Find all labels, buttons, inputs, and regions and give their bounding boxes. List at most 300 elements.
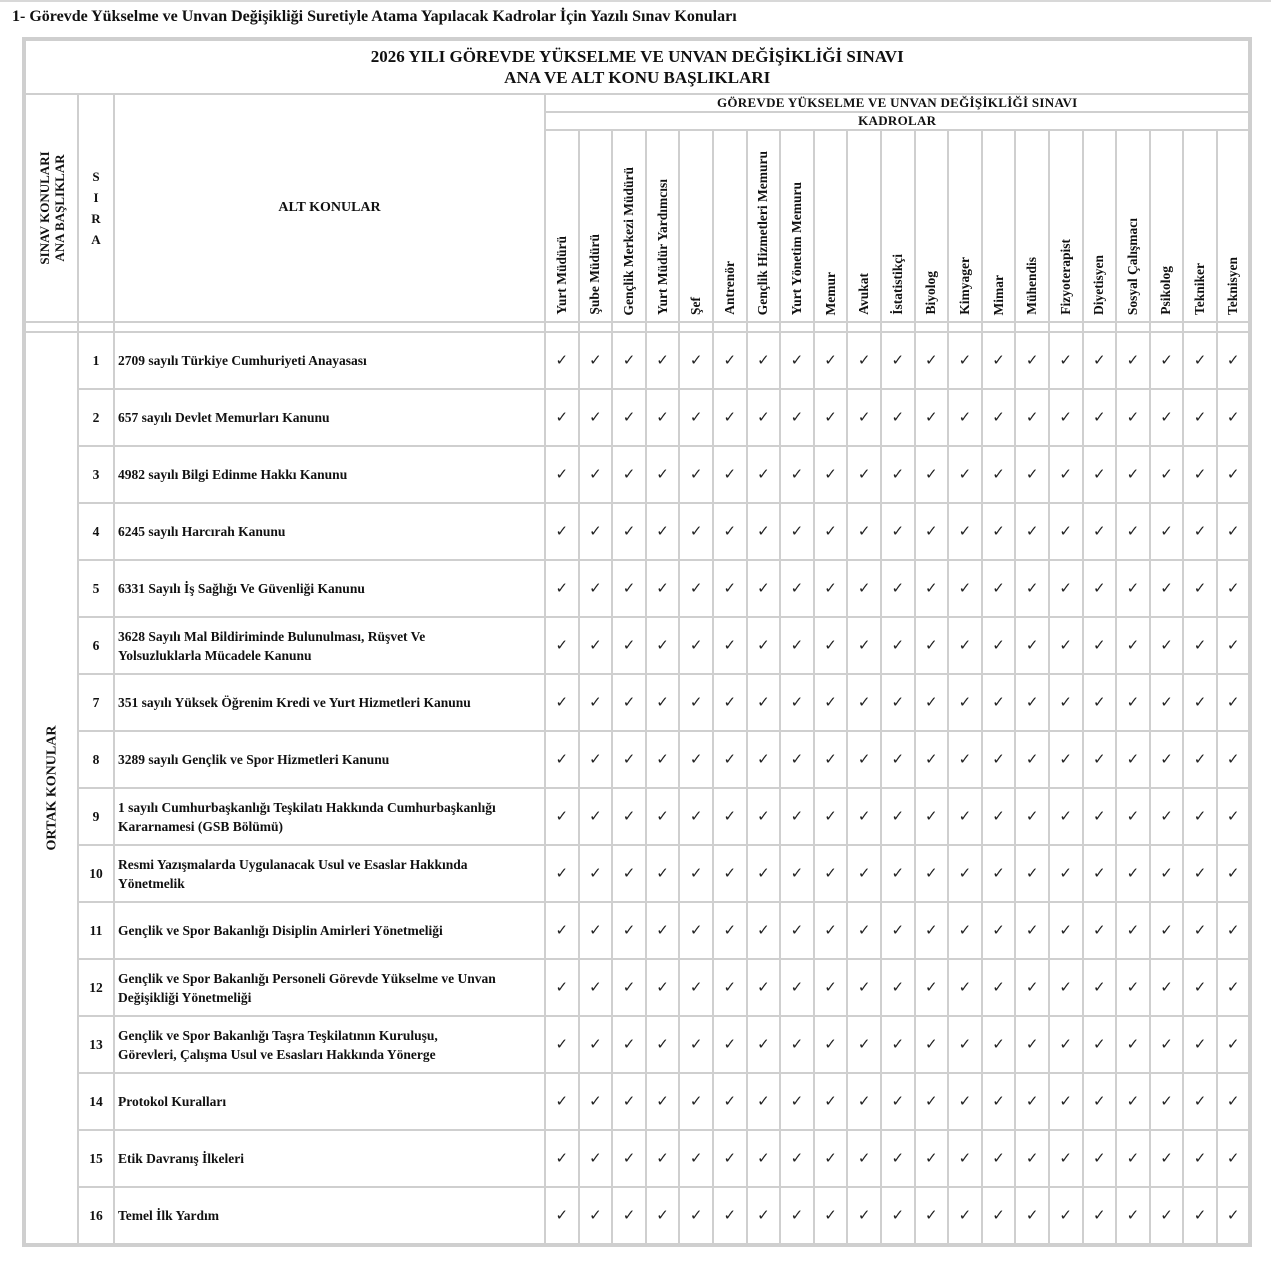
row-number: 8 <box>78 731 114 788</box>
check-mark: ✓ <box>1150 446 1184 503</box>
check-mark: ✓ <box>881 788 915 845</box>
row-topic-line: 3628 Sayılı Mal Bildiriminde Bulunulması, Rüşvet Ve <box>118 628 426 644</box>
check-mark: ✓ <box>579 503 613 560</box>
sira-letter: R <box>91 211 101 226</box>
column-header-label: Teknisyen <box>1225 256 1241 315</box>
check-mark: ✓ <box>545 1130 579 1187</box>
check-mark: ✓ <box>780 959 814 1016</box>
check-mark: ✓ <box>1083 731 1117 788</box>
check-mark: ✓ <box>915 1073 949 1130</box>
check-mark: ✓ <box>780 845 814 902</box>
check-mark: ✓ <box>545 674 579 731</box>
check-mark: ✓ <box>612 446 646 503</box>
table-row <box>24 1187 1250 1245</box>
row-topic-line: 657 sayılı Devlet Memurları Kanunu <box>118 410 330 425</box>
check-mark: ✓ <box>780 617 814 674</box>
check-mark: ✓ <box>612 1187 646 1245</box>
check-mark: ✓ <box>646 617 680 674</box>
check-mark: ✓ <box>545 389 579 446</box>
check-mark: ✓ <box>1116 1130 1150 1187</box>
column-header <box>847 130 881 322</box>
check-mark: ✓ <box>679 1016 713 1073</box>
spacer-cell <box>780 322 814 332</box>
spacer-cell <box>847 322 881 332</box>
check-mark: ✓ <box>579 446 613 503</box>
check-mark: ✓ <box>948 788 982 845</box>
check-mark: ✓ <box>915 560 949 617</box>
check-mark: ✓ <box>1083 959 1117 1016</box>
column-header <box>1150 130 1184 322</box>
check-mark: ✓ <box>1183 1130 1217 1187</box>
row-number: 7 <box>78 674 114 731</box>
check-mark: ✓ <box>847 902 881 959</box>
check-mark: ✓ <box>545 1187 579 1245</box>
check-mark: ✓ <box>747 617 781 674</box>
check-mark: ✓ <box>1049 1073 1083 1130</box>
check-mark: ✓ <box>881 845 915 902</box>
check-mark: ✓ <box>679 560 713 617</box>
check-mark: ✓ <box>982 731 1016 788</box>
check-mark: ✓ <box>1217 1187 1251 1245</box>
exam-topics-table <box>22 37 1252 1247</box>
row-topic <box>114 674 545 731</box>
table-row <box>24 788 1250 845</box>
row-number: 3 <box>78 446 114 503</box>
row-topic-line: 3289 sayılı Gençlik ve Spor Hizmetleri Kanunu <box>118 752 390 767</box>
check-mark: ✓ <box>646 503 680 560</box>
check-mark: ✓ <box>1183 674 1217 731</box>
check-mark: ✓ <box>1150 845 1184 902</box>
row-topic <box>114 1016 545 1073</box>
row-number: 1 <box>78 332 114 389</box>
check-mark: ✓ <box>747 1016 781 1073</box>
check-mark: ✓ <box>1183 1187 1217 1245</box>
check-mark: ✓ <box>747 1130 781 1187</box>
column-header <box>713 130 747 322</box>
check-mark: ✓ <box>847 446 881 503</box>
check-mark: ✓ <box>747 503 781 560</box>
row-topic-line: 6331 Sayılı İş Sağlığı Ve Güvenliği Kanunu <box>118 581 365 596</box>
column-header <box>747 130 781 322</box>
check-mark: ✓ <box>915 503 949 560</box>
check-mark: ✓ <box>1217 902 1251 959</box>
check-mark: ✓ <box>915 731 949 788</box>
row-topic <box>114 845 545 902</box>
check-mark: ✓ <box>579 959 613 1016</box>
check-mark: ✓ <box>814 503 848 560</box>
check-mark: ✓ <box>679 446 713 503</box>
check-mark: ✓ <box>679 503 713 560</box>
check-mark: ✓ <box>881 389 915 446</box>
check-mark: ✓ <box>1083 560 1117 617</box>
check-mark: ✓ <box>1116 617 1150 674</box>
check-mark: ✓ <box>780 560 814 617</box>
check-mark: ✓ <box>915 446 949 503</box>
check-mark: ✓ <box>847 617 881 674</box>
check-mark: ✓ <box>881 332 915 389</box>
check-mark: ✓ <box>780 902 814 959</box>
table-row <box>24 845 1250 902</box>
spacer-cell <box>881 322 915 332</box>
check-mark: ✓ <box>948 731 982 788</box>
column-header <box>1183 130 1217 322</box>
column-header-label: Yurt Yönetim Memuru <box>788 181 804 315</box>
check-mark: ✓ <box>579 845 613 902</box>
check-mark: ✓ <box>1049 389 1083 446</box>
check-mark: ✓ <box>646 332 680 389</box>
check-mark: ✓ <box>948 560 982 617</box>
sira-letter: A <box>91 232 101 247</box>
check-mark: ✓ <box>780 1130 814 1187</box>
check-mark: ✓ <box>646 1187 680 1245</box>
column-header <box>982 130 1016 322</box>
table-row <box>24 674 1250 731</box>
check-mark: ✓ <box>1083 617 1117 674</box>
check-mark: ✓ <box>713 503 747 560</box>
check-mark: ✓ <box>747 389 781 446</box>
check-mark: ✓ <box>1015 1016 1049 1073</box>
spacer-cell <box>1049 322 1083 332</box>
check-mark: ✓ <box>713 1016 747 1073</box>
check-mark: ✓ <box>1049 503 1083 560</box>
spacer-cell <box>1183 322 1217 332</box>
check-mark: ✓ <box>1116 389 1150 446</box>
check-mark: ✓ <box>679 389 713 446</box>
check-mark: ✓ <box>1049 560 1083 617</box>
group-header: GÖREVDE YÜKSELME VE UNVAN DEĞİŞİKLİĞİ SINAVI <box>545 94 1250 112</box>
check-mark: ✓ <box>1183 902 1217 959</box>
check-mark: ✓ <box>747 788 781 845</box>
check-mark: ✓ <box>1183 959 1217 1016</box>
column-header-label: Sosyal Çalışmacı <box>1124 217 1140 315</box>
column-header-label: Biyolog <box>923 271 939 315</box>
check-mark: ✓ <box>982 1187 1016 1245</box>
check-mark: ✓ <box>1116 959 1150 1016</box>
column-header-label: Tekniker <box>1192 262 1208 315</box>
check-mark: ✓ <box>579 731 613 788</box>
spacer-cell <box>78 322 114 332</box>
check-mark: ✓ <box>1049 959 1083 1016</box>
check-mark: ✓ <box>915 389 949 446</box>
sira-header <box>78 94 114 322</box>
check-mark: ✓ <box>1150 959 1184 1016</box>
spacer-cell <box>545 322 579 332</box>
column-header <box>1116 130 1150 322</box>
check-mark: ✓ <box>1015 617 1049 674</box>
row-topic-line: Yönetmelik <box>118 875 185 891</box>
check-mark: ✓ <box>747 1187 781 1245</box>
check-mark: ✓ <box>612 503 646 560</box>
check-mark: ✓ <box>948 389 982 446</box>
check-mark: ✓ <box>713 674 747 731</box>
check-mark: ✓ <box>1217 674 1251 731</box>
check-mark: ✓ <box>747 674 781 731</box>
check-mark: ✓ <box>948 446 982 503</box>
column-header <box>948 130 982 322</box>
check-mark: ✓ <box>1183 731 1217 788</box>
main-topics-header-line2: ANA BAŞLIKLAR <box>51 154 67 262</box>
check-mark: ✓ <box>847 1073 881 1130</box>
check-mark: ✓ <box>1083 1073 1117 1130</box>
column-header-label: Diyetisyen <box>1091 255 1107 315</box>
column-header-label: Şube Müdürü <box>587 234 603 315</box>
check-mark: ✓ <box>948 503 982 560</box>
row-number: 16 <box>78 1187 114 1245</box>
check-mark: ✓ <box>747 560 781 617</box>
check-mark: ✓ <box>1083 503 1117 560</box>
check-mark: ✓ <box>1116 503 1150 560</box>
column-header-label: Avukat <box>856 273 872 315</box>
check-mark: ✓ <box>1083 788 1117 845</box>
check-mark: ✓ <box>1015 959 1049 1016</box>
check-mark: ✓ <box>780 731 814 788</box>
check-mark: ✓ <box>646 845 680 902</box>
check-mark: ✓ <box>646 446 680 503</box>
check-mark: ✓ <box>713 617 747 674</box>
row-topic-line: Kararnamesi (GSB Bölümü) <box>118 818 284 834</box>
check-mark: ✓ <box>1049 674 1083 731</box>
row-topic-line: 6245 sayılı Harcırah Kanunu <box>118 524 286 539</box>
row-topic <box>114 788 545 845</box>
check-mark: ✓ <box>1015 389 1049 446</box>
check-mark: ✓ <box>579 1187 613 1245</box>
row-topic-line: Gençlik ve Spor Bakanlığı Personeli Görevde Yükselme ve Unvan <box>118 970 496 986</box>
check-mark: ✓ <box>679 788 713 845</box>
column-header <box>1015 130 1049 322</box>
check-mark: ✓ <box>915 332 949 389</box>
column-header <box>612 130 646 322</box>
check-mark: ✓ <box>847 1130 881 1187</box>
check-mark: ✓ <box>982 788 1016 845</box>
spacer-cell <box>713 322 747 332</box>
check-mark: ✓ <box>747 1073 781 1130</box>
check-mark: ✓ <box>881 959 915 1016</box>
check-mark: ✓ <box>747 959 781 1016</box>
check-mark: ✓ <box>847 845 881 902</box>
check-mark: ✓ <box>1150 674 1184 731</box>
check-mark: ✓ <box>679 617 713 674</box>
check-mark: ✓ <box>1083 674 1117 731</box>
column-header-label: Fizyoterapist <box>1057 239 1073 315</box>
check-mark: ✓ <box>579 902 613 959</box>
check-mark: ✓ <box>1083 332 1117 389</box>
check-mark: ✓ <box>881 1073 915 1130</box>
check-mark: ✓ <box>915 788 949 845</box>
spacer-cell <box>1217 322 1251 332</box>
check-mark: ✓ <box>1116 446 1150 503</box>
check-mark: ✓ <box>679 1187 713 1245</box>
check-mark: ✓ <box>1116 674 1150 731</box>
spacer-cell <box>982 322 1016 332</box>
check-mark: ✓ <box>612 959 646 1016</box>
row-topic-line: 4982 sayılı Bilgi Edinme Hakkı Kanunu <box>118 467 348 482</box>
check-mark: ✓ <box>1116 731 1150 788</box>
column-header <box>679 130 713 322</box>
check-mark: ✓ <box>579 1016 613 1073</box>
check-mark: ✓ <box>814 617 848 674</box>
check-mark: ✓ <box>814 560 848 617</box>
check-mark: ✓ <box>780 1016 814 1073</box>
check-mark: ✓ <box>1015 1073 1049 1130</box>
table-row <box>24 503 1250 560</box>
check-mark: ✓ <box>814 332 848 389</box>
row-topic <box>114 446 545 503</box>
column-header-label: Gençlik Merkezi Müdürü <box>620 166 636 315</box>
check-mark: ✓ <box>915 674 949 731</box>
check-mark: ✓ <box>579 1073 613 1130</box>
check-mark: ✓ <box>1015 731 1049 788</box>
check-mark: ✓ <box>1116 845 1150 902</box>
check-mark: ✓ <box>881 1187 915 1245</box>
column-header-label: Gençlik Hizmetleri Memuru <box>755 150 771 315</box>
check-mark: ✓ <box>982 617 1016 674</box>
check-mark: ✓ <box>915 1130 949 1187</box>
check-mark: ✓ <box>646 674 680 731</box>
table-row <box>24 1130 1250 1187</box>
check-mark: ✓ <box>847 674 881 731</box>
check-mark: ✓ <box>847 1016 881 1073</box>
check-mark: ✓ <box>1083 446 1117 503</box>
check-mark: ✓ <box>1217 332 1251 389</box>
check-mark: ✓ <box>545 845 579 902</box>
check-mark: ✓ <box>1150 1073 1184 1130</box>
check-mark: ✓ <box>1116 332 1150 389</box>
check-mark: ✓ <box>713 389 747 446</box>
check-mark: ✓ <box>1217 560 1251 617</box>
check-mark: ✓ <box>814 674 848 731</box>
check-mark: ✓ <box>1150 389 1184 446</box>
check-mark: ✓ <box>1217 845 1251 902</box>
check-mark: ✓ <box>713 845 747 902</box>
check-mark: ✓ <box>1183 389 1217 446</box>
check-mark: ✓ <box>612 902 646 959</box>
check-mark: ✓ <box>1217 1073 1251 1130</box>
check-mark: ✓ <box>1015 446 1049 503</box>
table-row <box>24 959 1250 1016</box>
check-mark: ✓ <box>679 731 713 788</box>
check-mark: ✓ <box>646 788 680 845</box>
check-mark: ✓ <box>646 731 680 788</box>
check-mark: ✓ <box>814 845 848 902</box>
check-mark: ✓ <box>545 446 579 503</box>
check-mark: ✓ <box>881 674 915 731</box>
check-mark: ✓ <box>948 845 982 902</box>
check-mark: ✓ <box>1183 788 1217 845</box>
check-mark: ✓ <box>1217 731 1251 788</box>
check-mark: ✓ <box>847 332 881 389</box>
row-topic-line: 2709 sayılı Türkiye Cumhuriyeti Anayasası <box>118 353 367 368</box>
spacer-cell <box>612 322 646 332</box>
check-mark: ✓ <box>679 845 713 902</box>
check-mark: ✓ <box>948 1130 982 1187</box>
check-mark: ✓ <box>713 902 747 959</box>
check-mark: ✓ <box>1183 617 1217 674</box>
check-mark: ✓ <box>1049 332 1083 389</box>
check-mark: ✓ <box>747 332 781 389</box>
check-mark: ✓ <box>847 560 881 617</box>
check-mark: ✓ <box>579 389 613 446</box>
check-mark: ✓ <box>1049 1130 1083 1187</box>
check-mark: ✓ <box>1015 845 1049 902</box>
column-header-label: Yurt Müdürü <box>553 236 569 315</box>
check-mark: ✓ <box>1116 1073 1150 1130</box>
spacer-cell <box>114 322 545 332</box>
row-topic-line: 351 sayılı Yüksek Öğrenim Kredi ve Yurt Hizmetleri Kanunu <box>118 695 471 710</box>
column-header <box>881 130 915 322</box>
check-mark: ✓ <box>1150 1016 1184 1073</box>
check-mark: ✓ <box>612 617 646 674</box>
check-mark: ✓ <box>1150 902 1184 959</box>
check-mark: ✓ <box>612 560 646 617</box>
check-mark: ✓ <box>545 617 579 674</box>
check-mark: ✓ <box>579 617 613 674</box>
column-header-label: Yurt Müdür Yardımcısı <box>654 178 670 315</box>
check-mark: ✓ <box>1015 332 1049 389</box>
check-mark: ✓ <box>747 731 781 788</box>
check-mark: ✓ <box>1217 959 1251 1016</box>
check-mark: ✓ <box>982 446 1016 503</box>
check-mark: ✓ <box>982 845 1016 902</box>
row-topic-line: Görevleri, Çalışma Usul ve Esasları Hakkında Yönerge <box>118 1046 436 1062</box>
check-mark: ✓ <box>1049 1016 1083 1073</box>
check-mark: ✓ <box>1150 788 1184 845</box>
check-mark: ✓ <box>1049 617 1083 674</box>
row-number: 15 <box>78 1130 114 1187</box>
check-mark: ✓ <box>814 902 848 959</box>
column-header <box>1049 130 1083 322</box>
check-mark: ✓ <box>1083 1130 1117 1187</box>
spacer-cell <box>1150 322 1184 332</box>
check-mark: ✓ <box>780 503 814 560</box>
check-mark: ✓ <box>948 1016 982 1073</box>
check-mark: ✓ <box>1015 788 1049 845</box>
check-mark: ✓ <box>814 1187 848 1245</box>
check-mark: ✓ <box>881 731 915 788</box>
main-topics-header-line1: SINAV KONULARI <box>36 151 52 265</box>
spacer-cell <box>814 322 848 332</box>
check-mark: ✓ <box>1183 560 1217 617</box>
check-mark: ✓ <box>1183 503 1217 560</box>
check-mark: ✓ <box>982 389 1016 446</box>
check-mark: ✓ <box>948 902 982 959</box>
row-topic <box>114 560 545 617</box>
check-mark: ✓ <box>713 959 747 1016</box>
column-header <box>545 130 579 322</box>
check-mark: ✓ <box>780 788 814 845</box>
check-mark: ✓ <box>1083 902 1117 959</box>
check-mark: ✓ <box>780 332 814 389</box>
row-topic <box>114 902 545 959</box>
column-header <box>814 130 848 322</box>
check-mark: ✓ <box>1217 1130 1251 1187</box>
row-topic <box>114 617 545 674</box>
check-mark: ✓ <box>1116 788 1150 845</box>
check-mark: ✓ <box>1049 845 1083 902</box>
check-mark: ✓ <box>881 617 915 674</box>
check-mark: ✓ <box>982 1073 1016 1130</box>
check-mark: ✓ <box>545 503 579 560</box>
check-mark: ✓ <box>982 332 1016 389</box>
check-mark: ✓ <box>1116 902 1150 959</box>
check-mark: ✓ <box>847 1187 881 1245</box>
check-mark: ✓ <box>847 503 881 560</box>
row-number: 9 <box>78 788 114 845</box>
row-topic <box>114 1073 545 1130</box>
row-topic-line: Protokol Kuralları <box>118 1094 227 1109</box>
check-mark: ✓ <box>1116 560 1150 617</box>
check-mark: ✓ <box>814 1073 848 1130</box>
table-row <box>24 617 1250 674</box>
